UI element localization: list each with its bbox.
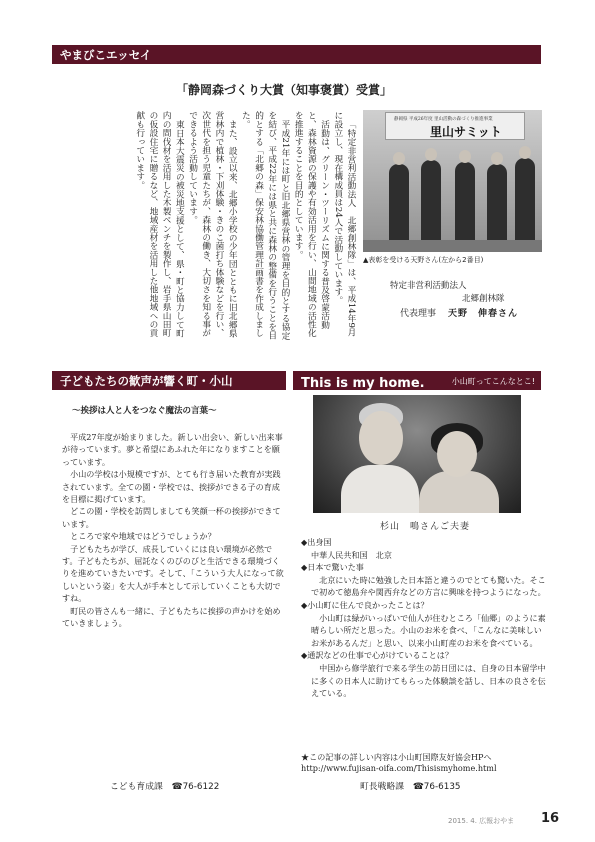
organization-type: 特定非営利活動法人: [390, 281, 467, 291]
essay-paragraph: 活動は、グリーン・ツーリズムに関する普及啓蒙活動と、森林資源の保護や有効活用を行い、山間地域の活性化を推進することを目的としています。: [293, 111, 330, 338]
kids-contact: [110, 779, 219, 792]
answer: 中国から修学旅行で来る学生の訪日団には、自身の日本留学中に多くの日本人に助けてもらった体験談を話し、日本の良さを伝えている。: [311, 662, 546, 699]
stage: [363, 240, 542, 252]
question: ◆通訳などの仕事で心がけていることは？: [301, 650, 453, 661]
home-contact: [360, 779, 461, 792]
essay-paragraph: 東日本大震災の被災地支援として、県・町と協力して町内の間伐材を活用した木製ベンチを製作し、岩手県山田町の仮設住宅に贈るなど、地域産材を活用した他地域への貢献も行っています。: [134, 111, 185, 338]
answer: 小山町は緑がいっぱいで仙人が住むところ「仙郷」のように素晴らしい所だと思った。小山のお米を食べ、「こんなに美味しいお米があるんだ」と思い、以来小山町産のお米を食べている。: [311, 612, 546, 648]
representative: [400, 306, 518, 319]
essay-body: [72, 111, 357, 343]
person-figure: [515, 158, 535, 244]
home-section-title: This is my home.: [301, 376, 425, 391]
kids-paragraph: 小山の学校は小規模ですが、とても行き届いた教育が実践されています。全ての園・学校では、挨拶ができる子の育成を目標に掲げています。: [62, 469, 281, 505]
home-section-subtitle: 小山町ってこんなとこ!: [451, 377, 535, 386]
kids-paragraph: どこの園・学校を訪問しましても笑顔一杯の挨拶ができています。: [62, 506, 281, 529]
woman-body: [419, 471, 499, 513]
question: ◆日本で驚いた事: [301, 562, 364, 573]
summit-banner: [385, 112, 525, 140]
issue-info: 2015. 4. 広報おやま: [448, 817, 515, 825]
woman-face: [437, 431, 477, 477]
question: ◆小山町に住んで良かったことは？: [301, 599, 429, 610]
home-section-header: [293, 371, 541, 390]
award-ceremony-photo: [363, 110, 542, 252]
contact-department: 町長戦略課: [360, 782, 404, 792]
contact-phone: ☎76-6135: [412, 782, 461, 792]
couple-photo: [313, 395, 521, 513]
representative-name: 天野 伸春さん: [448, 309, 519, 319]
kids-section-header: 子どもたちの歓声が響く町・小山: [52, 371, 286, 390]
representative-title: 代表理事: [400, 309, 437, 319]
photo-caption: ▲表彰を受ける天野さん(左から2番目): [363, 256, 484, 264]
question: ◆出身国: [301, 537, 332, 547]
answer: 中華人民共和国 北京: [311, 549, 392, 560]
more-info-note: [301, 752, 546, 774]
person-figure: [389, 164, 409, 244]
answer: 北京にいた時に勉強した日本語と違うのでとても驚いた。そこで初めて徳島弁や関西弁などの方言に興味を持つようになった。: [311, 574, 546, 598]
essay-paragraph: 平成21年には町と旧北郷県営林の管理を目的とする協定を結び、平成22年には県と共に森林の整備を行うことを目的とする「北郷の森」保安林協働管理計画書を作成しました。: [240, 111, 290, 340]
man-body: [341, 465, 419, 513]
person-figure: [487, 164, 507, 244]
kids-paragraph: 子どもたちが学び、成長していくには良い環境が必然です。子どもたちが、屈託なくのびのびと生活できる環境づくりを進めていきたいです。そして、「こういう大人になって欲しいという姿」を大人が手本として示していくことも大切ですね。: [62, 543, 284, 604]
note-url[interactable]: http://www.fujisan-oifa.com/Thisismyhome.html: [301, 763, 497, 773]
essay-paragraph: また、設立以来、北郷小学校の少年団とともに旧北郷県営林内で植林・下刈体験・きのこ菌打ち体験などを行い、次世代を担う児童たちが、森林の働き、大切さを知る事ができるよう活動しています。: [187, 111, 238, 338]
essay-headline: 「静岡森づくり大賞（知事褒賞）受賞」: [176, 83, 393, 97]
organization-name: 北郷創林隊: [462, 294, 505, 304]
kids-paragraph: ところで家や地域ではどうでしょうか？: [70, 531, 216, 542]
interview-qa: [301, 536, 546, 700]
person-figure: [421, 160, 441, 244]
man-face: [359, 411, 403, 465]
contact-phone: ☎76-6122: [171, 782, 220, 792]
essay-section-header: やまびこエッセイ: [52, 45, 541, 64]
couple-caption: 杉山 鳴さんご夫妻: [380, 522, 471, 532]
page-number: 16: [541, 811, 560, 826]
essay-paragraph: 「特定非営利活動法人 北郷創林隊」は、平成14年9月に設立し、現在構成員は24人で活動しています。: [332, 111, 356, 337]
banner-subtext: 静岡県 平成26年度 里山活動の森づくり推進事業: [394, 117, 493, 122]
person-figure: [455, 162, 475, 244]
kids-subtitle: ～挨拶は人と人をつなぐ魔法の言葉～: [72, 406, 217, 416]
kids-body: [62, 431, 284, 630]
kids-paragraph: 平成27年度が始まりました。新しい出会い、新しい出来事が待っています。夢と希望にあふれた年になりますことを願っています。: [62, 432, 283, 467]
contact-department: こども育成課: [110, 782, 163, 792]
banner-title: 里山サミット: [430, 125, 502, 139]
note-text: ★この記事の詳しい内容は小山町国際友好協会HPへ: [301, 752, 492, 762]
kids-paragraph: 町民の皆さんも一緒に、子どもたちに挨拶の声かけを始めていきましょう。: [62, 605, 281, 629]
